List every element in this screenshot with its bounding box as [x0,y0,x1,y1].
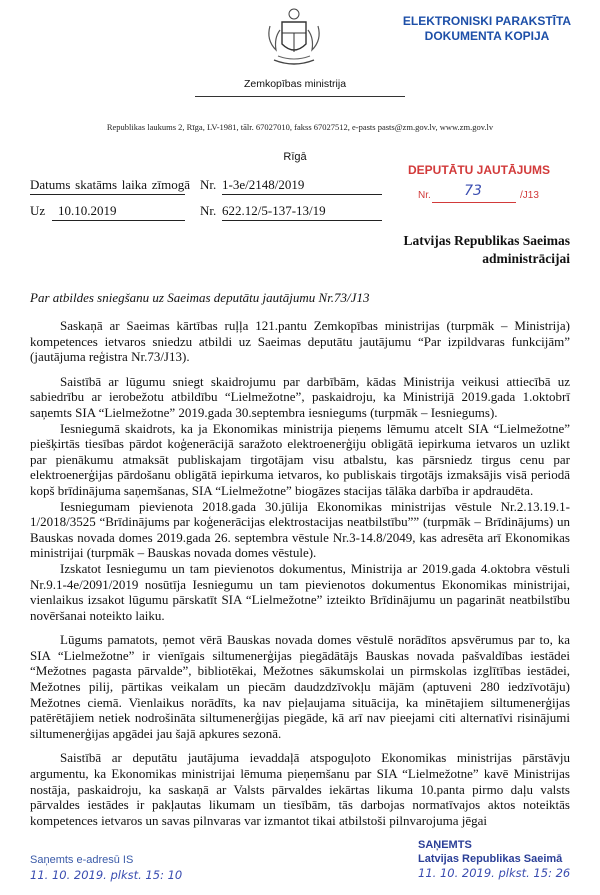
esign-line-2: DOKUMENTA KOPIJA [424,29,550,43]
addressee-line-1: Latvijas Republikas Saeimas [403,233,570,248]
date-label: Datums skatāms laika zīmogā [30,177,190,192]
paragraph-2: Saistībā ar lūgumu sniegt skaidrojumu par darbībām, kādas Ministrija veikusi attiecībā uz sabiedrību ar ierobežotu atbildību “Lielmežotne”, paskaidroju, ka Ministrijā 2019.gada 1.oktobrī saņemts SIA “Lielmežotne” 2019.gada 30.septembra iesniegums (turpmāk – Iesniegums). [30,373,570,420]
nr-label: Nr. [200,177,217,192]
uz-underline [52,220,185,221]
deputy-question-stamp: DEPUTĀTU JAUTĀJUMS [408,163,551,177]
saeima-received-date: 11. 10. 2019. plkst. 15: 26 [418,866,571,880]
nr2-label: Nr. [200,203,217,218]
nr2-value: 622.12/5-137-13/19 [222,203,326,218]
latvia-coat-of-arms-icon [262,6,326,70]
saeima-received-stamp [418,838,598,880]
paragraph-6: Lūgums pamatots, ņemot vērā Bauskas novada domes vēstulē norādītos apsvērumus par to, ka SIA “Lielmežotne” ir vienīgais siltumenerģijas piegādātājs Bauskas novada pašvaldības iestādei “Mežotnes pagasta pārvalde”, bibliotēkai, Mežotnes sākumskolai un pirmskolas izglītības iestādei, Mežotnes pilij, pārtikas veikalam un piecām daudzdzīvokļu mājām (aptuveni 280 iedzīvotāju) Mežotnes ciemā. Vienlaikus norādīts, ka nav pieļaujama situācija, ka minētajiem siltumenerģijas patērētājiem netiek nodrošināta siltumenerģijas piegāde, kā arī nav pieejami citi alternatīvi risinājumi siltumenerģijas apgādei jau šajā apkures sezonā. [30,632,570,741]
paragraph-1: Saskaņā ar Saeimas kārtības ruļļa 121.pantu Zemkopības ministrijas (turpmāk – Ministrija) kompetences ietvaros sniedzu atbildi uz Saeimas deputātu jautājumu “Par izpildvaras funkcijām” (jautājuma reģistra Nr.73/J13). [30,318,570,365]
esign-notice [392,14,582,44]
stamp-suffix: /J13 [520,190,539,201]
stamp-underline [432,202,516,203]
saeima-received-institution: Latvijas Republikas Saeimā [418,853,563,865]
uz-date: 10.10.2019 [58,203,117,218]
nr-value: 1-3e/2148/2019 [222,177,305,192]
ministry-name: Zemkopības ministrija [243,78,347,90]
addressee-line-2: administrācijai [482,251,570,266]
city: Rīgā [283,151,307,163]
ministry-address: Republikas laukums 2, Rīga, LV-1981, tālr. 67027010, fakss 67027512, e-pasts pasts@zm.gov.lv, www.zm.gov.lv [106,122,494,132]
stamp-number: 73 [464,183,482,199]
nr2-underline [222,220,382,221]
paragraph-5: Izskatot Iesniegumu un tam pievienotos dokumentus, Ministrija ar 2019.gada 4.oktobra vēstuli Nr.9.1-4e/2091/2019 nosūtīja Iesniegumu un tam pievienotos dokumentus Ekonomikas ministrijai, vienlaikus izsakot lūgumu pārskatīt SIA “Lielmežotne” izteikto Brīdinājumu un pagarināt neatbilstību novēršanai noteikto laiku. [30,560,570,623]
stamp-nr-label: Nr. [418,190,431,201]
letter-body [30,318,570,828]
received-eaddress-label: Saņemts e-adresū IS [30,854,134,866]
received-eaddress-date: 11. 10. 2019. plkst. 15: 10 [30,868,183,882]
paragraph-7: Saistībā ar deputātu jautājuma ievaddaļā atspoguļoto Ekonomikas ministrijas pārstāvju argumentu, ka Ekonomikas ministrijai lēmuma pieņemšanu par SIA “Lielmežotne” kavē Ministrijas nostāja, paskaidroju, ka saskaņā ar Valsts pārvaldes iekārtas likuma 10.panta pirmo daļu valsts pārvaldes iestādes ir pakļautas likumam un tiesībām, tās darbojas normatīvajos aktos noteiktās kompetences ietvaros un savas pilnvaras var izmantot tikai atbilstoši pilnvarojuma jēgai [30,750,570,828]
paragraph-3: Iesniegumā skaidrots, ka ja Ekonomikas ministrija pieņems lēmumu atcelt SIA “Lielmežotne” piešķirtās tiesības pārdot koģenerācijā saražoto elektroenerģiju obligātā iepirkuma ietvaros un uzlikt par pienākumu atmaksāt publiskajam tirgotājam visu atbalstu, kas pārsniedz tirgus cenu par elektroenerģijas pārdošanu obligātā iepirkuma ietvaros, ko publiskais tirgotājs izmaksājis visā periodā kopš brīdinājuma saņemšanas, SIA “Lielmežotne” biogāzes stacijas tālāka darbība ir apdraudēta. [30,420,570,498]
date-underline [30,194,185,195]
esign-line-1: ELEKTRONISKI PARAKSTĪTA [402,14,572,28]
nr-underline [222,194,382,195]
saeima-received-label: SAŅEMTS [418,839,472,851]
subject-line: Par atbildes sniegšanu uz Saeimas deputātu jautājumu Nr.73/J13 [30,290,370,305]
uz-label: Uz [30,203,46,218]
header-divider [195,96,405,97]
paragraph-4: Iesniegumam pievienota 2018.gada 30.jūlija Ekonomikas ministrijas vēstule Nr.2.13.19.1-1/2018/3525 “Brīdinājums par koģenerācijas elektrostacijas neatbilstību”” (turpmāk – Brīdinājums) un Bauskas novada domes 2019.gada 26. septembra vēstule Nr.3-14.8/2049, kas adresēta arī Ekonomikas ministrijai (turpmāk – Bauskas novada domes vēstule). [30,498,570,561]
addressee [330,232,570,268]
received-eaddress-stamp [30,853,230,883]
